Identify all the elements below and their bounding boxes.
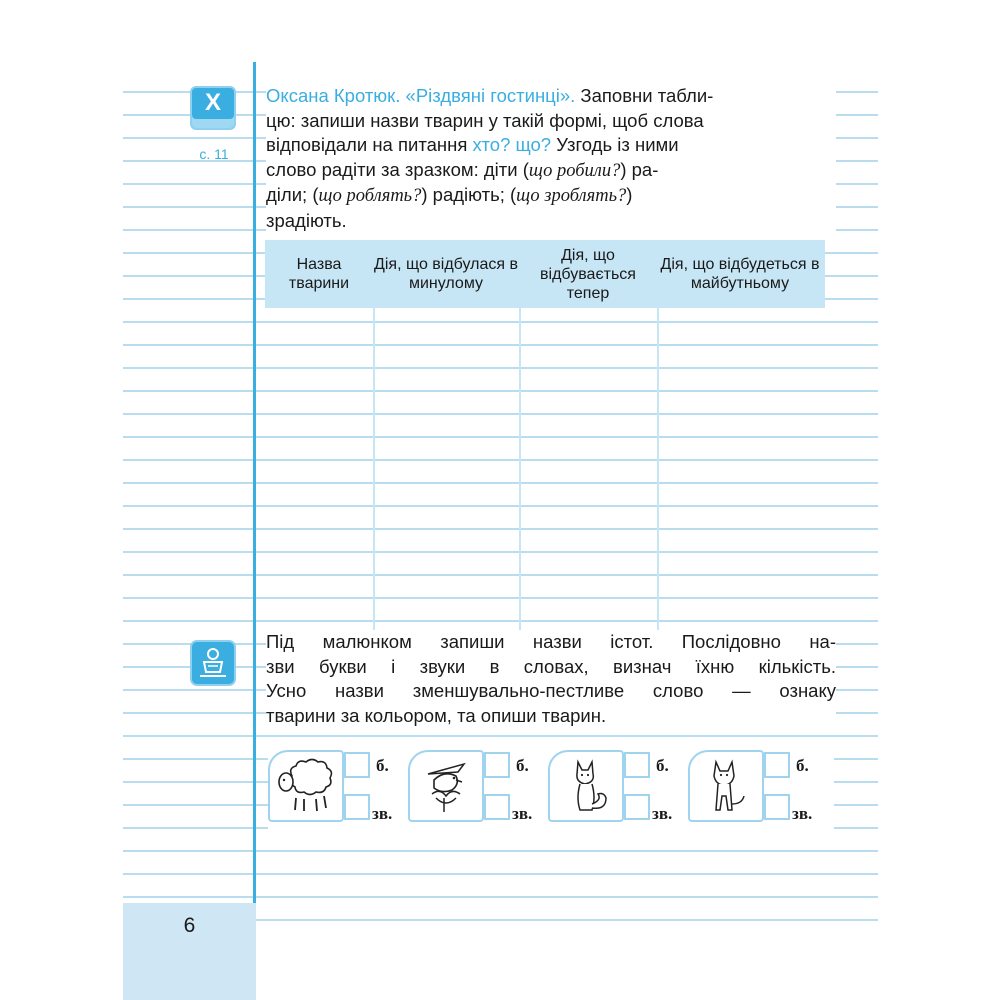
task1-line6: зрадіють. xyxy=(266,209,347,231)
letters-label: б. xyxy=(516,756,529,775)
task1-line4: слово радіти за зразком: діти (що робили?) ра- xyxy=(266,158,659,181)
header-future: Дія, що відбудеться в майбутньому xyxy=(660,256,820,292)
animal-picture-frame xyxy=(268,750,344,822)
task2-line4: тварини за кольором, та опиши тварин. xyxy=(266,704,607,726)
animal-picture-frame xyxy=(408,750,484,822)
verb-table xyxy=(265,240,825,308)
fox-icon xyxy=(554,754,620,818)
letters-label: б. xyxy=(656,756,669,775)
task1-line1: Оксана Кротюк. «Різдвяні гостинці». Заповни табли- xyxy=(266,85,714,106)
animal-picture-frame xyxy=(688,750,764,822)
task1-line2: цю: запиши назви тварин у такій формі, щоб слова xyxy=(266,109,704,131)
question-words: хто? що? xyxy=(472,134,552,155)
sounds-label: зв. xyxy=(372,804,393,823)
sounds-count-box[interactable] xyxy=(764,794,790,820)
sounds-count-box[interactable] xyxy=(484,794,510,820)
sounds-label: зв. xyxy=(792,804,813,823)
column-divider xyxy=(657,308,659,630)
sounds-label: зв. xyxy=(652,804,673,823)
letters-label: б. xyxy=(796,756,809,775)
animal-picture-frame xyxy=(548,750,624,822)
animal-card xyxy=(268,744,404,828)
task2-line3: Усно назви зменшувально-пестливе слово — ознаку xyxy=(266,680,836,701)
animal-card xyxy=(548,744,684,828)
bird-icon xyxy=(414,754,480,818)
column-divider xyxy=(519,308,521,630)
letters-label: б. xyxy=(376,756,389,775)
column-divider xyxy=(373,308,375,630)
animal-pictures-row xyxy=(268,744,834,830)
table-body[interactable] xyxy=(265,308,825,630)
reading-book-letter: Х xyxy=(204,89,221,116)
task1-line5: діли; (що роблять?) радіють; (що зроблять?) xyxy=(266,184,633,206)
letters-count-box[interactable] xyxy=(344,752,370,778)
page-number: 6 xyxy=(183,914,196,937)
task-pencil-icon xyxy=(190,640,236,686)
page-reference: с. 11 xyxy=(199,146,229,162)
letters-count-box[interactable] xyxy=(764,752,790,778)
task1-text xyxy=(266,84,836,233)
reading-book-icon xyxy=(190,86,236,130)
letters-count-box[interactable] xyxy=(484,752,510,778)
header-animal-name: Назва тварини xyxy=(288,256,350,292)
wolf-icon xyxy=(694,754,760,818)
task2-line1: Під малюнком запиши назви істот. Послідовно на- xyxy=(266,631,836,652)
animal-card xyxy=(688,744,824,828)
task1-line3: відповідали на питання хто? що? Узгодь із ними xyxy=(266,134,679,155)
header-present: Дія, що відбувається тепер xyxy=(540,246,636,302)
sheep-icon xyxy=(274,754,340,818)
sounds-label: зв. xyxy=(512,804,533,823)
sounds-count-box[interactable] xyxy=(344,794,370,820)
table-header-row xyxy=(265,240,825,308)
sounds-count-box[interactable] xyxy=(624,794,650,820)
author-title: Оксана Кротюк. «Різдвяні гостинці». xyxy=(266,85,576,106)
margin-line xyxy=(253,62,256,922)
animal-card xyxy=(408,744,544,828)
letters-count-box[interactable] xyxy=(624,752,650,778)
task2-line2: зви букви і звуки в словах, визнач їхню кількість. xyxy=(266,655,836,677)
header-past: Дія, що відбулася в минулому xyxy=(374,256,518,292)
task2-text xyxy=(266,630,836,728)
